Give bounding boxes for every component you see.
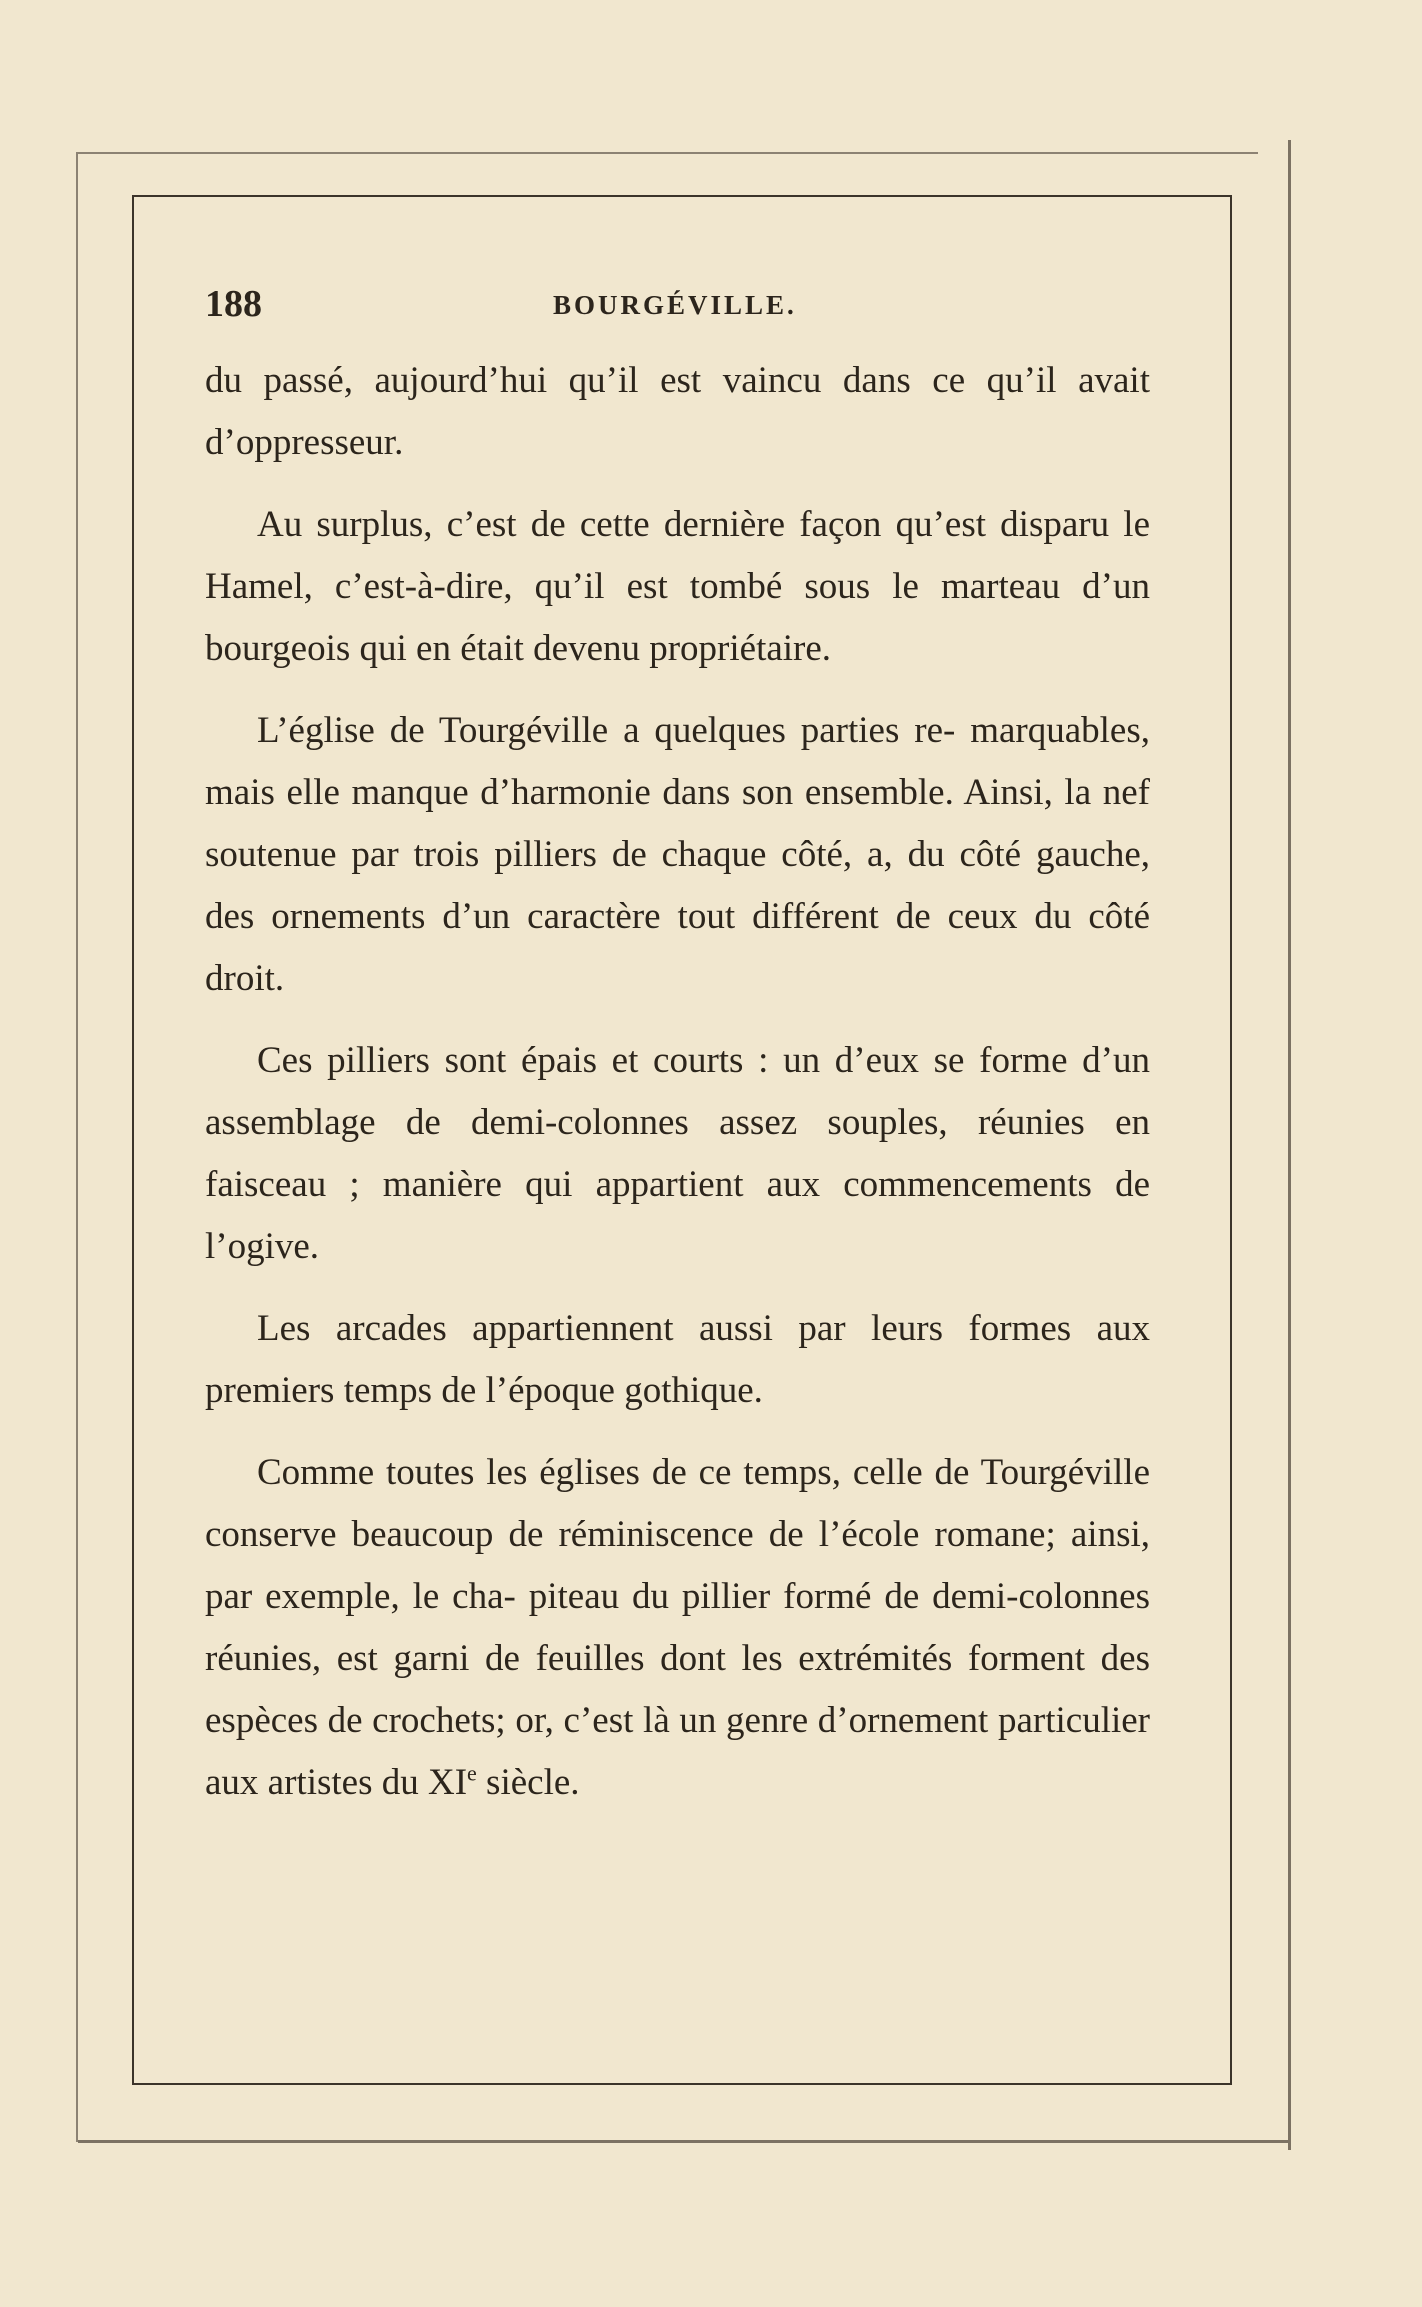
century-superscript: e [467,1760,477,1786]
page-number: 188 [205,283,262,325]
paragraph: Au surplus, c’est de cette dernière façon qu’est disparu le Hamel, c’est-à-dire, qu’il est tombé sous le marteau d’un bourgeois qui en était devenu propriétaire. [205,504,1150,669]
paragraph-last-end: siècle. [476,1762,580,1803]
running-head [205,282,1225,332]
paragraph-last [205,1442,1150,1814]
paragraph: Les arcades appartiennent aussi par leurs formes aux premiers temps de l’époque gothique. [205,1308,1150,1411]
sheet-right-rule [1288,140,1291,2150]
paragraph: du passé, aujourd’hui qu’il est vaincu dans ce qu’il avait d’oppresseur. [205,360,1150,463]
body-text [205,350,1150,1834]
running-title: BOURGÉVILLE. [553,290,797,320]
sheet-left-rule [76,152,78,2142]
paragraph-last-text: Comme toutes les églises de ce temps, celle de Tourgéville conserve beaucoup de réminiscence de l’école romane; ainsi, par exemple, le cha- piteau du pillier formé de demi-colonnes réunies, est garni de feuilles dont les extrémités forment des espèces de crochets; or, c’est là un genre d’ornement particulier aux artistes du XI [205,1452,1150,1803]
sheet-top-rule [78,152,1258,154]
sheet-bottom-rule [78,2140,1288,2143]
paragraph: Ces pilliers sont épais et courts : un d’eux se forme d’un assemblage de demi-colonnes assez souples, réunies en faisceau ; manière qui appartient aux commencements de l’ogive. [205,1040,1150,1267]
paragraph: L’église de Tourgéville a quelques parties re- marquables, mais elle manque d’harmonie dans son ensemble. Ainsi, la nef soutenue par trois pilliers de chaque côté, a, du côté gauche, des ornements d’un caractère tout différent de ceux du côté droit. [205,710,1150,999]
